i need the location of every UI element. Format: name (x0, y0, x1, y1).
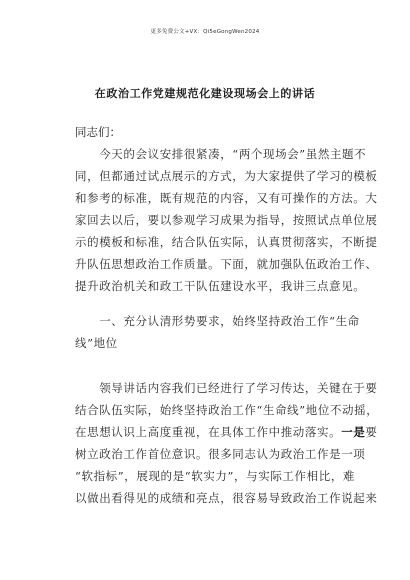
paragraph-intro (75, 143, 378, 297)
paragraph-line: 提升政治机关和政工干队伍建设水平，我讲三点意见。 (75, 279, 366, 293)
paragraph-line: 升队伍思想政治工作质量。下面，就加强队伍政治工作、 (75, 257, 378, 271)
paragraph-line: 结合队伍实际，始终坚持政治工作“生命线”地位不动摇， (75, 403, 379, 417)
paragraph-line: 家回去以后，要以参观学习成果为指导，按照试点单位展 (75, 213, 378, 227)
paragraph-line: 和参考的标准，既有规范的内容，又有可操作的方法。大 (75, 191, 378, 205)
paragraph-line: 今天的会议安排很紧凑，“两个现场会”虽然主题不 (75, 147, 367, 161)
heading-line: 线”地位 (75, 336, 118, 350)
header-note: 更多免费公文+VX：Qi5eGongWen2024 (150, 29, 260, 35)
paragraph-line: 树立政治工作首位意识。很多同志认为政治工作是一项 (75, 447, 366, 461)
salutation: 同志们： (75, 125, 121, 139)
document-title: 在政治工作党建规范化建设现场会上的讲话 (94, 87, 316, 100)
line-text: 要 (365, 425, 378, 439)
paragraph-line: 示的模板和标准，结合队伍实际，认真贯彻落实，不断提 (75, 235, 378, 249)
heading-line: 一、充分认清形势要求，始终坚持政治工作“生命 (75, 314, 360, 328)
paragraph-line (75, 421, 378, 443)
section-heading-1 (75, 310, 375, 354)
paragraph-line: “软指标”，展现的是“软实力”，与实际工作相比，难 (75, 469, 356, 483)
paragraph-body (75, 377, 379, 509)
line-text: 在思想认识上高度重视，在具体工作中推动落实。 (75, 425, 342, 439)
paragraph-line: 同，但都通过试点展示的方式，为大家提供了学习的模板 (75, 169, 378, 183)
emphasis-marker: 一是 (341, 425, 366, 439)
paragraph-line: 以做出看得见的成绩和亮点，很容易导致政治工作说起来 (75, 491, 378, 505)
paragraph-line: 领导讲话内容我们已经进行了学习传达，关键在于要 (75, 381, 378, 395)
